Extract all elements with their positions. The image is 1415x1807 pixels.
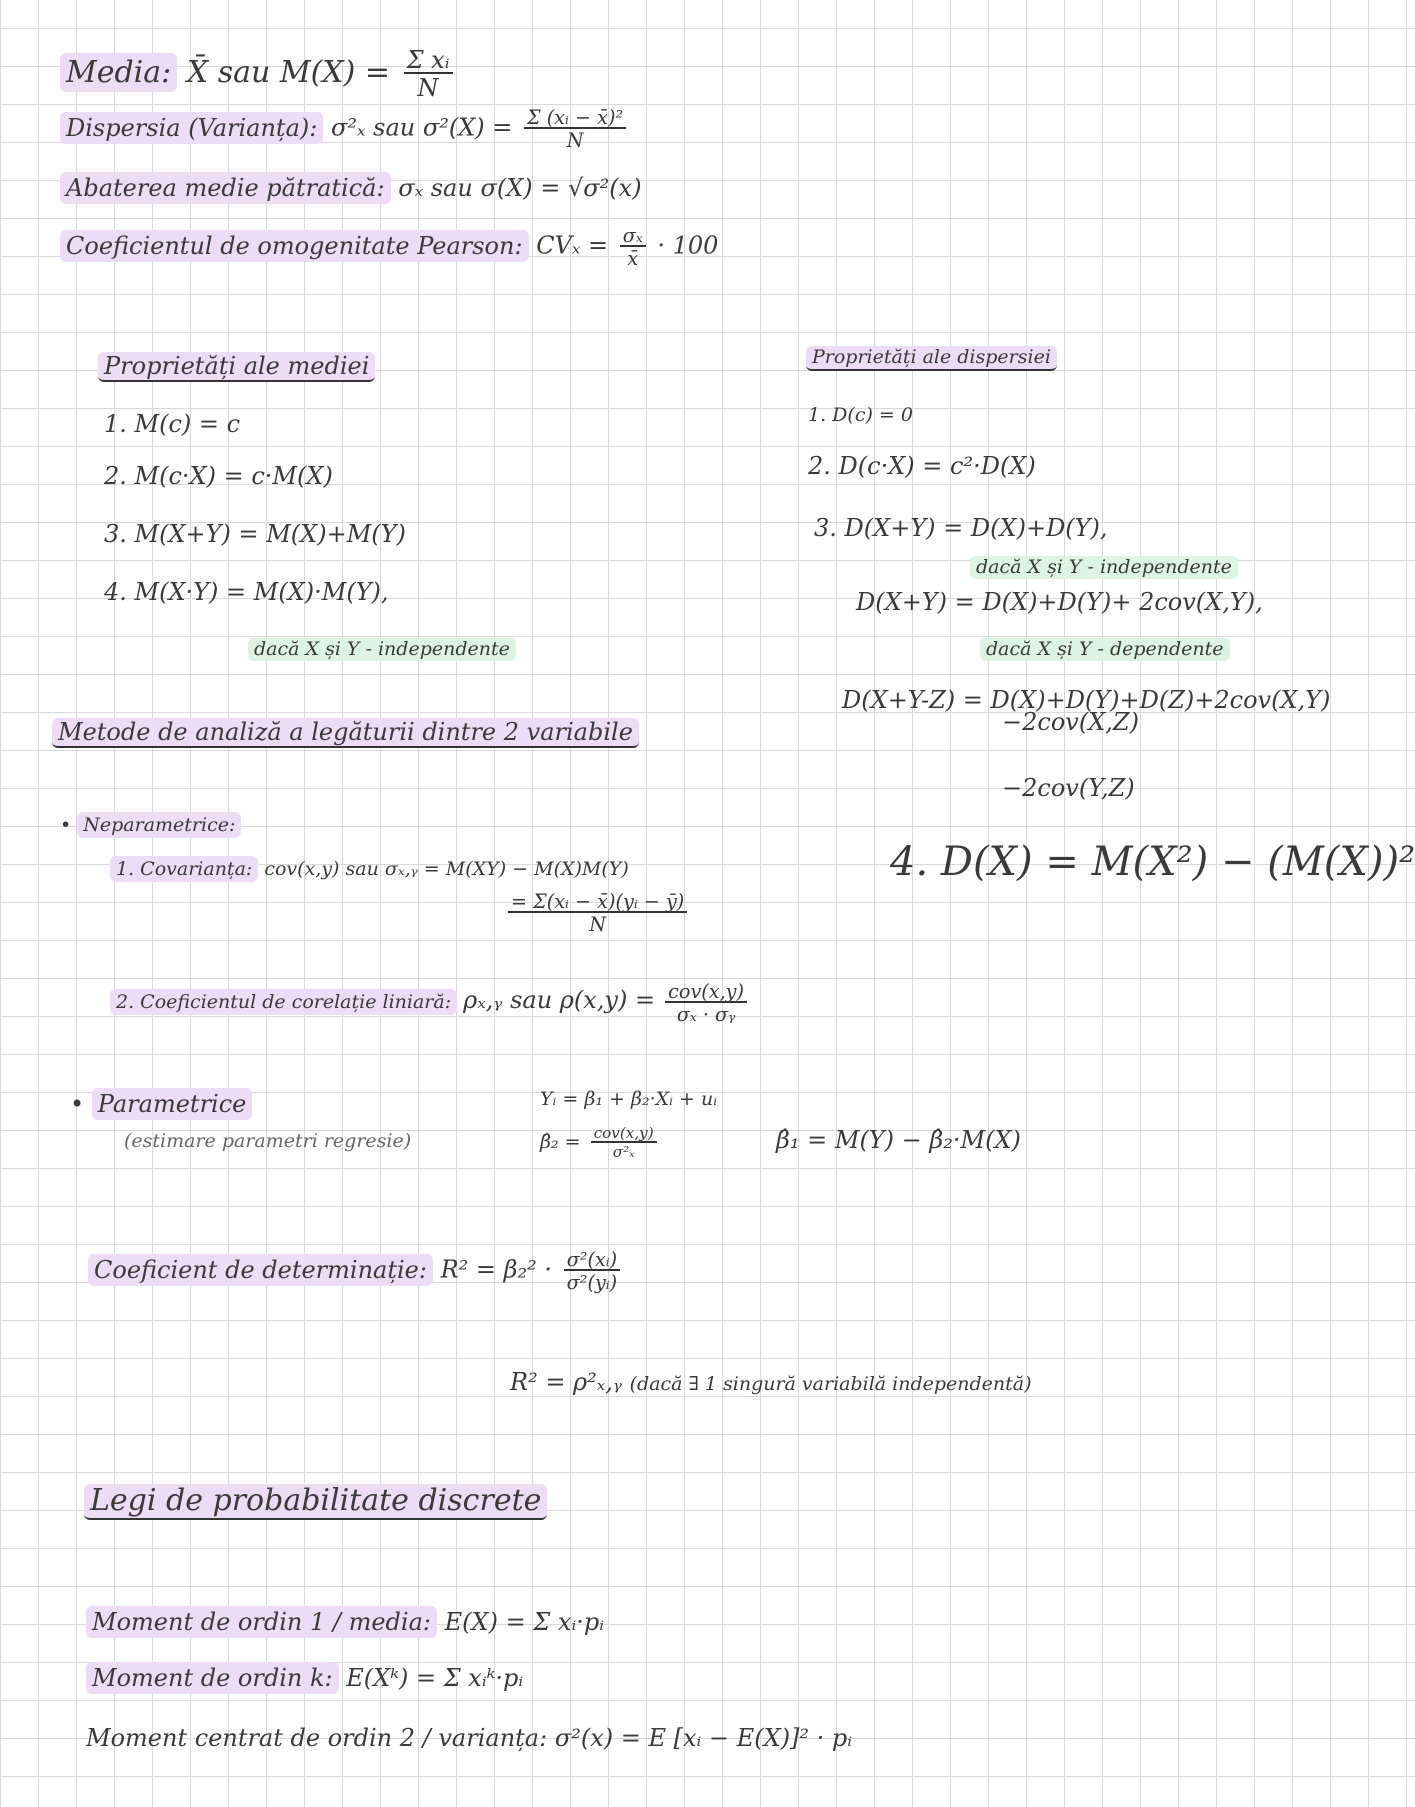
correlation-line bbox=[110, 980, 751, 1027]
media-definition bbox=[60, 48, 457, 100]
discrete-laws-title: Legi de probabilitate discrete bbox=[84, 1484, 547, 1520]
mean-properties-title: Proprietăți ale mediei bbox=[98, 352, 375, 382]
coef-label: Coeficientul de omogenitate Pearson: bbox=[60, 230, 529, 262]
covariance-fraction: $\frac{\text{= Σ(xᵢ − x̄)(yᵢ − ȳ)}}{N}$ bbox=[504, 892, 691, 934]
determination-label: Coeficient de determinație: bbox=[88, 1254, 433, 1286]
coef-formula: CVₓ = bbox=[536, 231, 609, 260]
mean-property-1: 1. M(c) = c bbox=[104, 410, 241, 438]
mean-independent-note: dacă X și Y - independente bbox=[248, 638, 516, 661]
regression-model: Yᵢ = β₁ + β₂·Xᵢ + uᵢ bbox=[540, 1088, 718, 1110]
media-fraction: $\frac{\text{Σ xᵢ}}{N}$ bbox=[404, 48, 453, 100]
abatere-formula: σₓ sau σ(X) = √σ²(x) bbox=[398, 174, 642, 202]
determination-line bbox=[88, 1248, 624, 1295]
correlation-label: 2. Coeficientul de corelație liniară: bbox=[110, 989, 457, 1015]
coef-formula-tail: · 100 bbox=[657, 231, 719, 260]
dispersion-three-var-3: −2cov(Y,Z) bbox=[1002, 774, 1135, 802]
moment1-formula: E(X) = Σ xᵢ·pᵢ bbox=[444, 1608, 605, 1636]
dispersion-property-4: 4. D(X) = M(X²) − (M(X))² bbox=[890, 839, 1415, 885]
dispersion-property-3: 3. D(X+Y) = D(X)+D(Y), bbox=[814, 514, 1108, 542]
correlation-fraction: $\frac{\text{cov(x,y)}}{\text{σₓ · σᵧ}}$ bbox=[665, 982, 747, 1024]
dispersia-definition bbox=[60, 106, 630, 153]
param-sub: (estimare parametri regresie) bbox=[124, 1130, 412, 1152]
covariance-line bbox=[110, 860, 629, 879]
coef-fraction: $\frac{\text{σₓ}}{x̄}$ bbox=[620, 226, 646, 268]
correlation-formula: ρₓ,ᵧ sau ρ(x,y) = bbox=[463, 986, 656, 1015]
covariance-label: 1. Covarianța: bbox=[110, 856, 258, 882]
beta1-formula: β̂₁ = M(Y) − β̂₂·M(X) bbox=[776, 1126, 1021, 1154]
dispersion-independent-note: dacă X și Y - independente bbox=[970, 556, 1238, 579]
abatere-label: Abaterea medie pătratică: bbox=[60, 172, 391, 204]
determination-formula: R² = β₂² · bbox=[440, 1255, 553, 1284]
dispersion-property-2: 2. D(c·X) = c²·D(X) bbox=[808, 452, 1036, 480]
dispersion-dependent-formula: D(X+Y) = D(X)+D(Y)+ 2cov(X,Y), bbox=[856, 588, 1263, 616]
mean-property-4: 4. M(X·Y) = M(X)·M(Y), bbox=[104, 578, 389, 606]
moment1-label: Moment de ordin 1 / media: bbox=[86, 1606, 437, 1638]
momentk-line bbox=[86, 1666, 523, 1690]
dispersia-label: Dispersia (Varianța): bbox=[60, 112, 323, 144]
dispersion-dependent-note: dacă X și Y - dependente bbox=[980, 638, 1230, 661]
dispersia-fraction: $\frac{\text{Σ (xᵢ − x̄)²}}{N}$ bbox=[524, 108, 626, 150]
dispersion-three-var-1: D(X+Y-Z) = D(X)+D(Y)+D(Z)+2cov(X,Y) bbox=[842, 686, 1331, 714]
covariance-formula: cov(x,y) sau σₓ,ᵧ = M(XY) − M(X)M(Y) bbox=[264, 858, 629, 880]
central-moment-line bbox=[86, 1726, 852, 1750]
param-label: • Parametrice bbox=[70, 1092, 252, 1116]
nonparam-label: • Neparametrice: bbox=[60, 816, 241, 835]
media-label: Media: bbox=[60, 53, 177, 92]
dispersion-property-1: 1. D(c) = 0 bbox=[808, 404, 913, 426]
coef-definition bbox=[60, 224, 719, 271]
determination-single-line bbox=[510, 1370, 1032, 1394]
dispersia-formula: σ²ₓ sau σ²(X) = bbox=[330, 113, 513, 142]
determination-fraction: $\frac{\text{σ²(xᵢ)}}{\text{σ²(yᵢ)}}$ bbox=[564, 1250, 620, 1292]
determination-formula-b: R² = ρ²ₓ,ᵧ bbox=[510, 1368, 622, 1396]
moment1-line bbox=[86, 1610, 604, 1634]
momentk-label: Moment de ordin k: bbox=[86, 1662, 339, 1694]
central-moment-label: Moment centrat de ordin 2 / varianța: bbox=[86, 1724, 548, 1752]
beta2-formula: β̂₂ = $\frac{\text{cov(x,y)}}{\text{σ²ₓ}}$ bbox=[540, 1126, 661, 1160]
momentk-formula: E(Xᵏ) = Σ xᵢᵏ·pᵢ bbox=[346, 1664, 524, 1692]
determination-note: (dacă ∃ 1 singură variabilă independentă) bbox=[629, 1373, 1032, 1395]
mean-property-3: 3. M(X+Y) = M(X)+M(Y) bbox=[104, 520, 406, 548]
central-moment-formula: σ²(x) = E [xᵢ − E(X)]² · pᵢ bbox=[554, 1724, 853, 1752]
dispersion-properties-title: Proprietăți ale dispersiei bbox=[806, 346, 1057, 371]
media-formula: X̄ sau M(X) = bbox=[186, 55, 391, 90]
methods-title: Metode de analiză a legăturii dintre 2 variabile bbox=[52, 718, 639, 748]
mean-property-2: 2. M(c·X) = c·M(X) bbox=[104, 462, 333, 490]
dispersion-three-var-2: −2cov(X,Z) bbox=[1002, 708, 1139, 736]
abatere-definition bbox=[60, 176, 642, 200]
